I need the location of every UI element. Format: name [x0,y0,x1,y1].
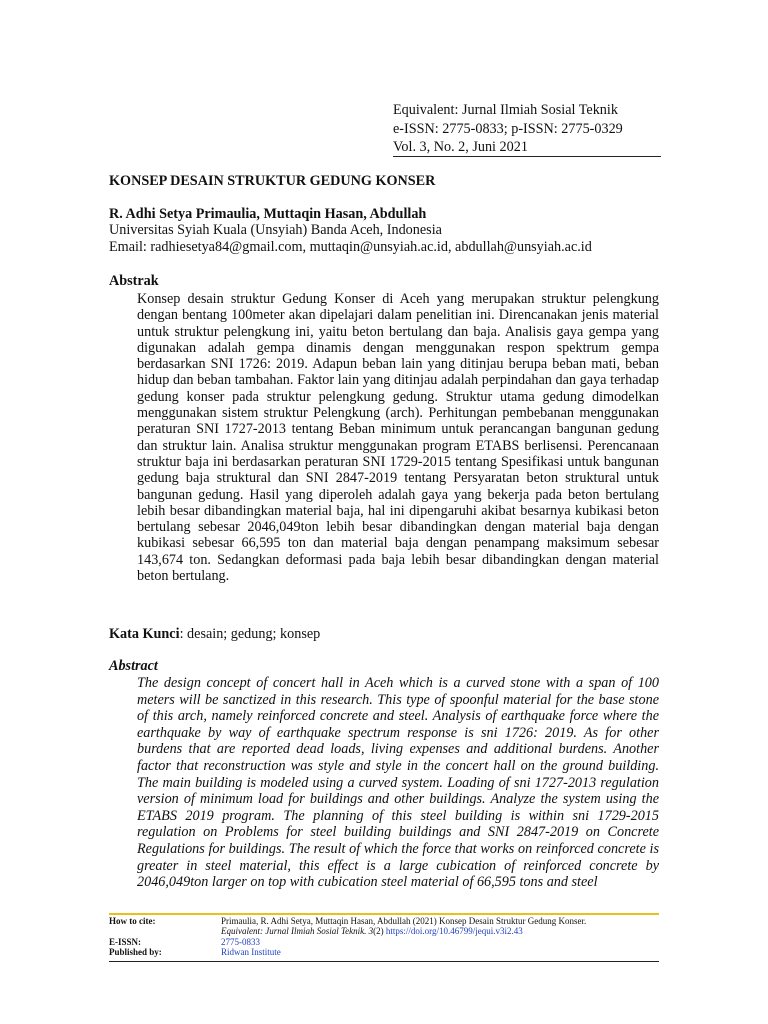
publisher-label: Published by: [109,947,162,958]
cite-value [221,916,659,937]
footer-bottom-rule [109,961,659,962]
eissn-label: E-ISSN: [109,936,142,947]
eissn-value[interactable]: 2775-0833 [221,936,260,947]
journal-issn: e-ISSN: 2775-0833; p-ISSN: 2775-0329 [393,120,623,137]
publisher-value[interactable]: Ridwan Institute [221,947,281,958]
abstract-heading: Abstract [109,658,158,674]
keywords [109,626,320,643]
keywords-label: Kata Kunci [109,626,180,642]
cite-row [109,916,659,937]
paper-email: Email: radhiesetya84@gmail.com, muttaqin@unsyiah.ac.id, abdullah@unsyiah.ac.id [109,239,592,255]
cite-label: How to cite: [109,916,156,926]
abstrak-heading: Abstrak [109,273,159,289]
journal-header [393,101,660,157]
eissn-row [109,937,659,947]
abstract-text: The design concept of concert hall in Aceh which is a curved stone with a span of 100 meters will be sanctized in this research. This type of spoonful material for the base stone of this arch, namely reinforced concrete and steel. Analysis of earthquake force where the earthquake by way of earthquake spectrum response is sni 1726: 2019. As for other burdens that are reported dead loads, living expenses and additional burdens. Another factor that reconstruction was style and style in the concert hall on the ground building. The main building is modeled using a curved system. Loading of sni 1727-2013 regulation version of minimum load for buildings and other buildings. Analyze the system using the ETABS 2019 program. The planning of this steel building is within sni 1729-2015 regulation on Problems for steel building buildings and SNI 2847-2019 on Concrete Regulations for buildings. The result of which the force that works on reinforced concrete is greater in steel material, this effect is a large cubication of reinforced concrete by 2046,049ton larger on top with cubication steel material of 66,595 tons and steel [137,675,659,891]
paper-affiliation: Universitas Syiah Kuala (Unsyiah) Banda Aceh, Indonesia [109,222,442,238]
paper-authors: R. Adhi Setya Primaulia, Muttaqin Hasan, Abdullah [109,206,427,222]
cite-journal: Equivalent: Jurnal Ilmiah Sosial Teknik. 3 [221,926,374,937]
cite-line: Primaulia, R. Adhi Setya, Muttaqin Hasan, Abdullah (2021) Konsep Desain Struktur Gedung Konser. [221,916,587,926]
cite-journal-line [221,926,659,936]
journal-name: Equivalent: Jurnal Ilmiah Sosial Teknik [393,102,618,118]
abstrak-text: Konsep desain struktur Gedung Konser di Aceh yang merupakan struktur pelengkung dengan bentang 100meter akan dipelajari dalam penelitian ini. Direncanakan jenis material untuk struktur pelengkung ini, yaitu beton bertulang dan baja. Analisis gaya gempa yang digunakan adalah gempa dinamis dengan menggunakan respon spektrum gempa berdasarkan SNI 1726: 2019. Adapun beban lain yang ditinjau berupa beban mati, beban hidup dan beban tambahan. Faktor lain yang ditinjau adalah perpindahan dan gaya terhadap gedung konser pada struktur pelengkung gedung. Struktur utama gedung dimodelkan menggunakan sistem struktur Pelengkung (arch). Perhitungan pembebanan menggunakan peraturan SNI 1727-2013 tentang Beban minimum untuk perancangan bangunan gedung dan struktur lain. Analisa struktur menggunakan program ETABS berlisensi. Perencanaan struktur baja ini berdasarkan peraturan SNI 1729-2015 tentang Spesifikasi untuk bangunan gedung baja struktural dan SNI 2847-2019 tentang Persyaratan beton struktural untuk bangunan gedung. Hasil yang diperoleh adalah gaya yang bekerja pada beton bertulang lebih besar dibandingkan material baja, hal ini dipengaruhi akibat besarnya kubikasi beton bertulang sebesar 2046,049ton lebih besar dibandingkan dengan material baja dengan kubikasi sebesar 66,595 ton dan material baja dengan penampang maksimum sebesar 143,674 ton. Sedangkan deformasi pada baja lebih besar dibandingkan dengan material beton bertulang. [137,291,659,585]
journal-volume: Vol. 3, No. 2, Juni 2021 [393,139,528,155]
doi-link[interactable]: https://doi.org/10.46799/jequi.v3i2.43 [385,926,523,937]
publisher-row [109,947,659,957]
cite-issue: (2) [373,926,386,937]
paper-title: KONSEP DESAIN STRUKTUR GEDUNG KONSER [109,173,436,189]
header-divider [393,156,661,157]
citation-footer [109,916,659,958]
footer-accent-rule [109,913,659,915]
keywords-text: : desain; gedung; konsep [179,626,321,642]
